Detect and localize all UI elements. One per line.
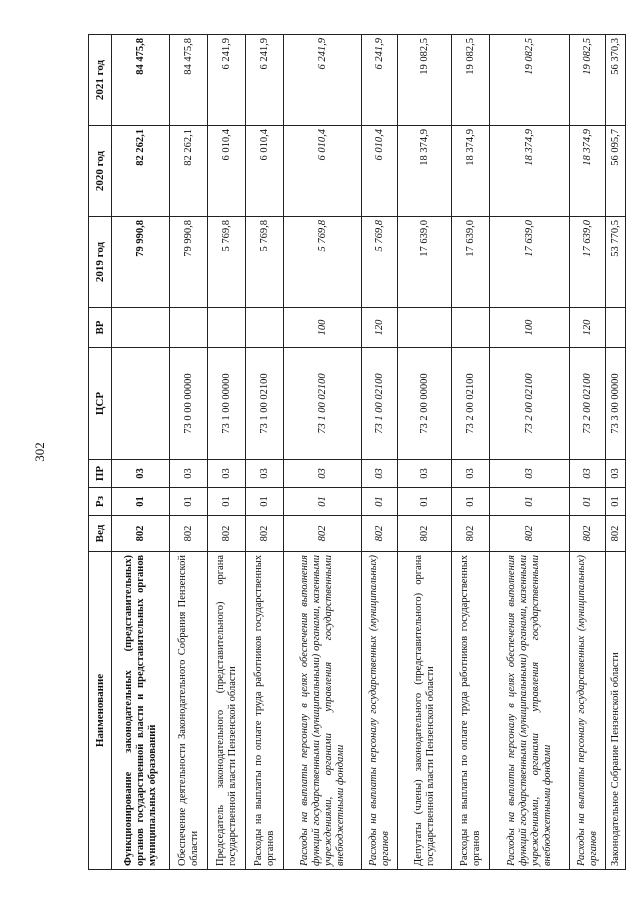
ved-code: 802: [170, 516, 208, 552]
rz-code: 01: [452, 488, 490, 516]
value-2021: 19 082,5: [570, 35, 606, 126]
ved-code: 802: [452, 516, 490, 552]
vr-code: [398, 308, 452, 348]
vr-code: [170, 308, 208, 348]
header-row: [89, 35, 112, 870]
row-name: Расходы на выплаты персоналу государственных (муниципальных) органов: [362, 552, 398, 870]
value-2020: 56 095,7: [606, 126, 626, 217]
value-2020: 6 010,4: [246, 126, 284, 217]
budget-table: [88, 34, 626, 870]
rz-code: 01: [398, 488, 452, 516]
ved-code: 802: [112, 516, 170, 552]
pr-code: 03: [490, 460, 570, 488]
vr-code: 100: [284, 308, 362, 348]
table-row: [284, 35, 362, 870]
rz-code: 01: [246, 488, 284, 516]
value-2019: 17 639,0: [452, 217, 490, 308]
vr-code: 120: [362, 308, 398, 348]
ved-code: 802: [246, 516, 284, 552]
vr-code: 100: [490, 308, 570, 348]
column-header: Вед: [89, 516, 112, 552]
csr-code: 73 0 00 00000: [170, 348, 208, 460]
row-name: Функционирование законодательных (представительных) органов государственной власти и представительных органов муниципальных образований: [112, 552, 170, 870]
value-2021: 6 241,9: [284, 35, 362, 126]
value-2019: 17 639,0: [570, 217, 606, 308]
csr-code: 73 2 00 00000: [398, 348, 452, 460]
value-2021: 6 241,9: [362, 35, 398, 126]
pr-code: 03: [170, 460, 208, 488]
table-row: [452, 35, 490, 870]
value-2020: 18 374,9: [452, 126, 490, 217]
table-row: [246, 35, 284, 870]
table-row: [606, 35, 626, 870]
rz-code: 01: [570, 488, 606, 516]
ved-code: 802: [398, 516, 452, 552]
row-name: Законодательное Собрание Пензенской области: [606, 552, 626, 870]
vr-code: [246, 308, 284, 348]
pr-code: 03: [570, 460, 606, 488]
value-2021: 84 475,8: [112, 35, 170, 126]
vr-code: [112, 308, 170, 348]
rz-code: 01: [170, 488, 208, 516]
vr-code: 120: [570, 308, 606, 348]
value-2019: 5 769,8: [208, 217, 246, 308]
value-2020: 6 010,4: [284, 126, 362, 217]
pr-code: 03: [112, 460, 170, 488]
value-2019: 79 990,8: [170, 217, 208, 308]
column-header: 2020 год: [89, 126, 112, 217]
csr-code: 73 2 00 02100: [570, 348, 606, 460]
csr-code: 73 2 00 02100: [490, 348, 570, 460]
value-2021: 6 241,9: [246, 35, 284, 126]
csr-code: 73 3 00 00000: [606, 348, 626, 460]
column-header: Наименование: [89, 552, 112, 870]
row-name: Обеспечение деятельности Законодательного Собрания Пензенской области: [170, 552, 208, 870]
column-header: 2021 год: [89, 35, 112, 126]
row-name: Расходы на выплаты по оплате труда работников государственных органов: [452, 552, 490, 870]
table-row: [170, 35, 208, 870]
rz-code: 01: [362, 488, 398, 516]
value-2021: 6 241,9: [208, 35, 246, 126]
csr-code: [112, 348, 170, 460]
value-2019: 17 639,0: [490, 217, 570, 308]
column-header: ЦСР: [89, 348, 112, 460]
pr-code: 03: [208, 460, 246, 488]
value-2021: 56 370,3: [606, 35, 626, 126]
ved-code: 802: [606, 516, 626, 552]
pr-code: 03: [246, 460, 284, 488]
csr-code: 73 1 00 02100: [284, 348, 362, 460]
value-2021: 19 082,5: [398, 35, 452, 126]
csr-code: 73 1 00 00000: [208, 348, 246, 460]
table-body: [112, 35, 626, 870]
value-2019: 5 769,8: [284, 217, 362, 308]
value-2020: 18 374,9: [398, 126, 452, 217]
rz-code: 01: [208, 488, 246, 516]
pr-code: 03: [398, 460, 452, 488]
csr-code: 73 1 00 02100: [362, 348, 398, 460]
table-row: [398, 35, 452, 870]
row-name: Председатель законодательного (представительного) органа государственной власти Пензенской области: [208, 552, 246, 870]
ved-code: 802: [570, 516, 606, 552]
row-name: Расходы на выплаты персоналу в целях обеспечения выполнения функций государственными (муниципальными) органами, казенными учреждениями, органами управления государственными внебюджетными фондами: [490, 552, 570, 870]
table-row: [570, 35, 606, 870]
pr-code: 03: [452, 460, 490, 488]
ved-code: 802: [284, 516, 362, 552]
value-2021: 19 082,5: [452, 35, 490, 126]
column-header: Рз: [89, 488, 112, 516]
rz-code: 01: [112, 488, 170, 516]
value-2020: 6 010,4: [362, 126, 398, 217]
value-2020: 6 010,4: [208, 126, 246, 217]
table-row: [362, 35, 398, 870]
column-header: ПР: [89, 460, 112, 488]
rz-code: 01: [606, 488, 626, 516]
vr-code: [208, 308, 246, 348]
row-name: Расходы на выплаты персоналу государственных (муниципальных) органов: [570, 552, 606, 870]
value-2020: 82 262,1: [170, 126, 208, 217]
value-2020: 82 262,1: [112, 126, 170, 217]
column-header: ВР: [89, 308, 112, 348]
value-2020: 18 374,9: [490, 126, 570, 217]
column-header: 2019 год: [89, 217, 112, 308]
value-2019: 5 769,8: [246, 217, 284, 308]
rotated-table-container: [88, 35, 621, 870]
row-name: Депутаты (члены) законодательного (представительного) органа государственной власти Пензенской области: [398, 552, 452, 870]
rz-code: 01: [490, 488, 570, 516]
value-2019: 79 990,8: [112, 217, 170, 308]
rz-code: 01: [284, 488, 362, 516]
value-2019: 53 770,5: [606, 217, 626, 308]
pr-code: 03: [606, 460, 626, 488]
value-2019: 17 639,0: [398, 217, 452, 308]
csr-code: 73 1 00 02100: [246, 348, 284, 460]
value-2021: 19 082,5: [490, 35, 570, 126]
ved-code: 802: [208, 516, 246, 552]
pr-code: 03: [362, 460, 398, 488]
table-row: [112, 35, 170, 870]
value-2021: 84 475,8: [170, 35, 208, 126]
ved-code: 802: [362, 516, 398, 552]
pr-code: 03: [284, 460, 362, 488]
vr-code: [452, 308, 490, 348]
table-row: [208, 35, 246, 870]
page-number: 302: [32, 442, 47, 462]
table-row: [490, 35, 570, 870]
ved-code: 802: [490, 516, 570, 552]
value-2020: 18 374,9: [570, 126, 606, 217]
row-name: Расходы на выплаты по оплате труда работников государственных органов: [246, 552, 284, 870]
csr-code: 73 2 00 02100: [452, 348, 490, 460]
row-name: Расходы на выплаты персоналу в целях обеспечения выполнения функций государственными (муниципальными) органами, казенными учреждениями, органами управления государственными внебюджетными фондами: [284, 552, 362, 870]
value-2019: 5 769,8: [362, 217, 398, 308]
vr-code: [606, 308, 626, 348]
